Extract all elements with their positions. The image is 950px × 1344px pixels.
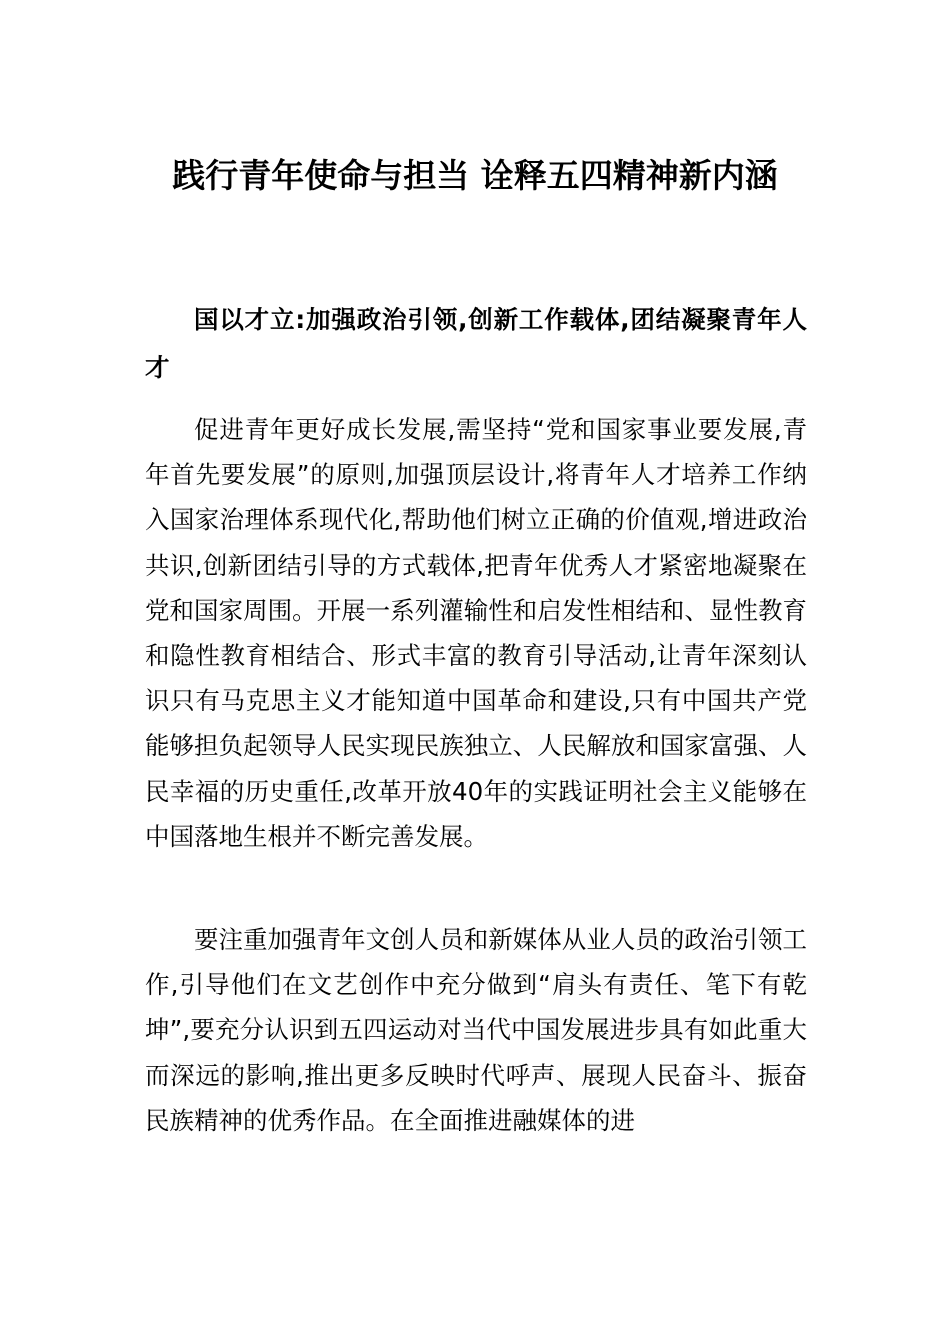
paragraph-1: 促进青年更好成长发展,需坚持“党和国家事业要发展,青年首先要发展”的原则,加强顶层设计,将青年人才培养工作纳入国家治理体系现代化,帮助他们树立正确的价值观,增进政治共识,创新团结引导的方式载体,把青年优秀人才紧密地凝聚在党和国家周围。开展一系列灌输性和启发性相结和、显性教育和隐性教育相结合、形式丰富的教育引导活动,让青年深刻认识只有马克思主义才能知道中国革命和建设,只有中国共产党能够担负起领导人民实现民族独立、人民解放和国家富强、人民幸福的历史重任,改革开放40年的实践证明社会主义能够在中国落地生根并不断完善发展。 bbox=[145, 415, 807, 851]
paragraph-2: 要注重加强青年文创人员和新媒体从业人员的政治引领工作,引导他们在文艺创作中充分做到“肩头有责任、笔下有乾坤”,要充分认识到五四运动对当代中国发展进步具有如此重大而深远的影响,推出更多反映时代呼声、展现人民奋斗、振奋民族精神的优秀作品。在全面推进融媒体的进 bbox=[145, 925, 807, 1135]
document-title: 践行青年使命与担当 诠释五四精神新内涵 bbox=[172, 156, 778, 195]
section-heading: 国以才立:加强政治引领,创新工作载体,团结凝聚青年人才 bbox=[145, 305, 807, 382]
